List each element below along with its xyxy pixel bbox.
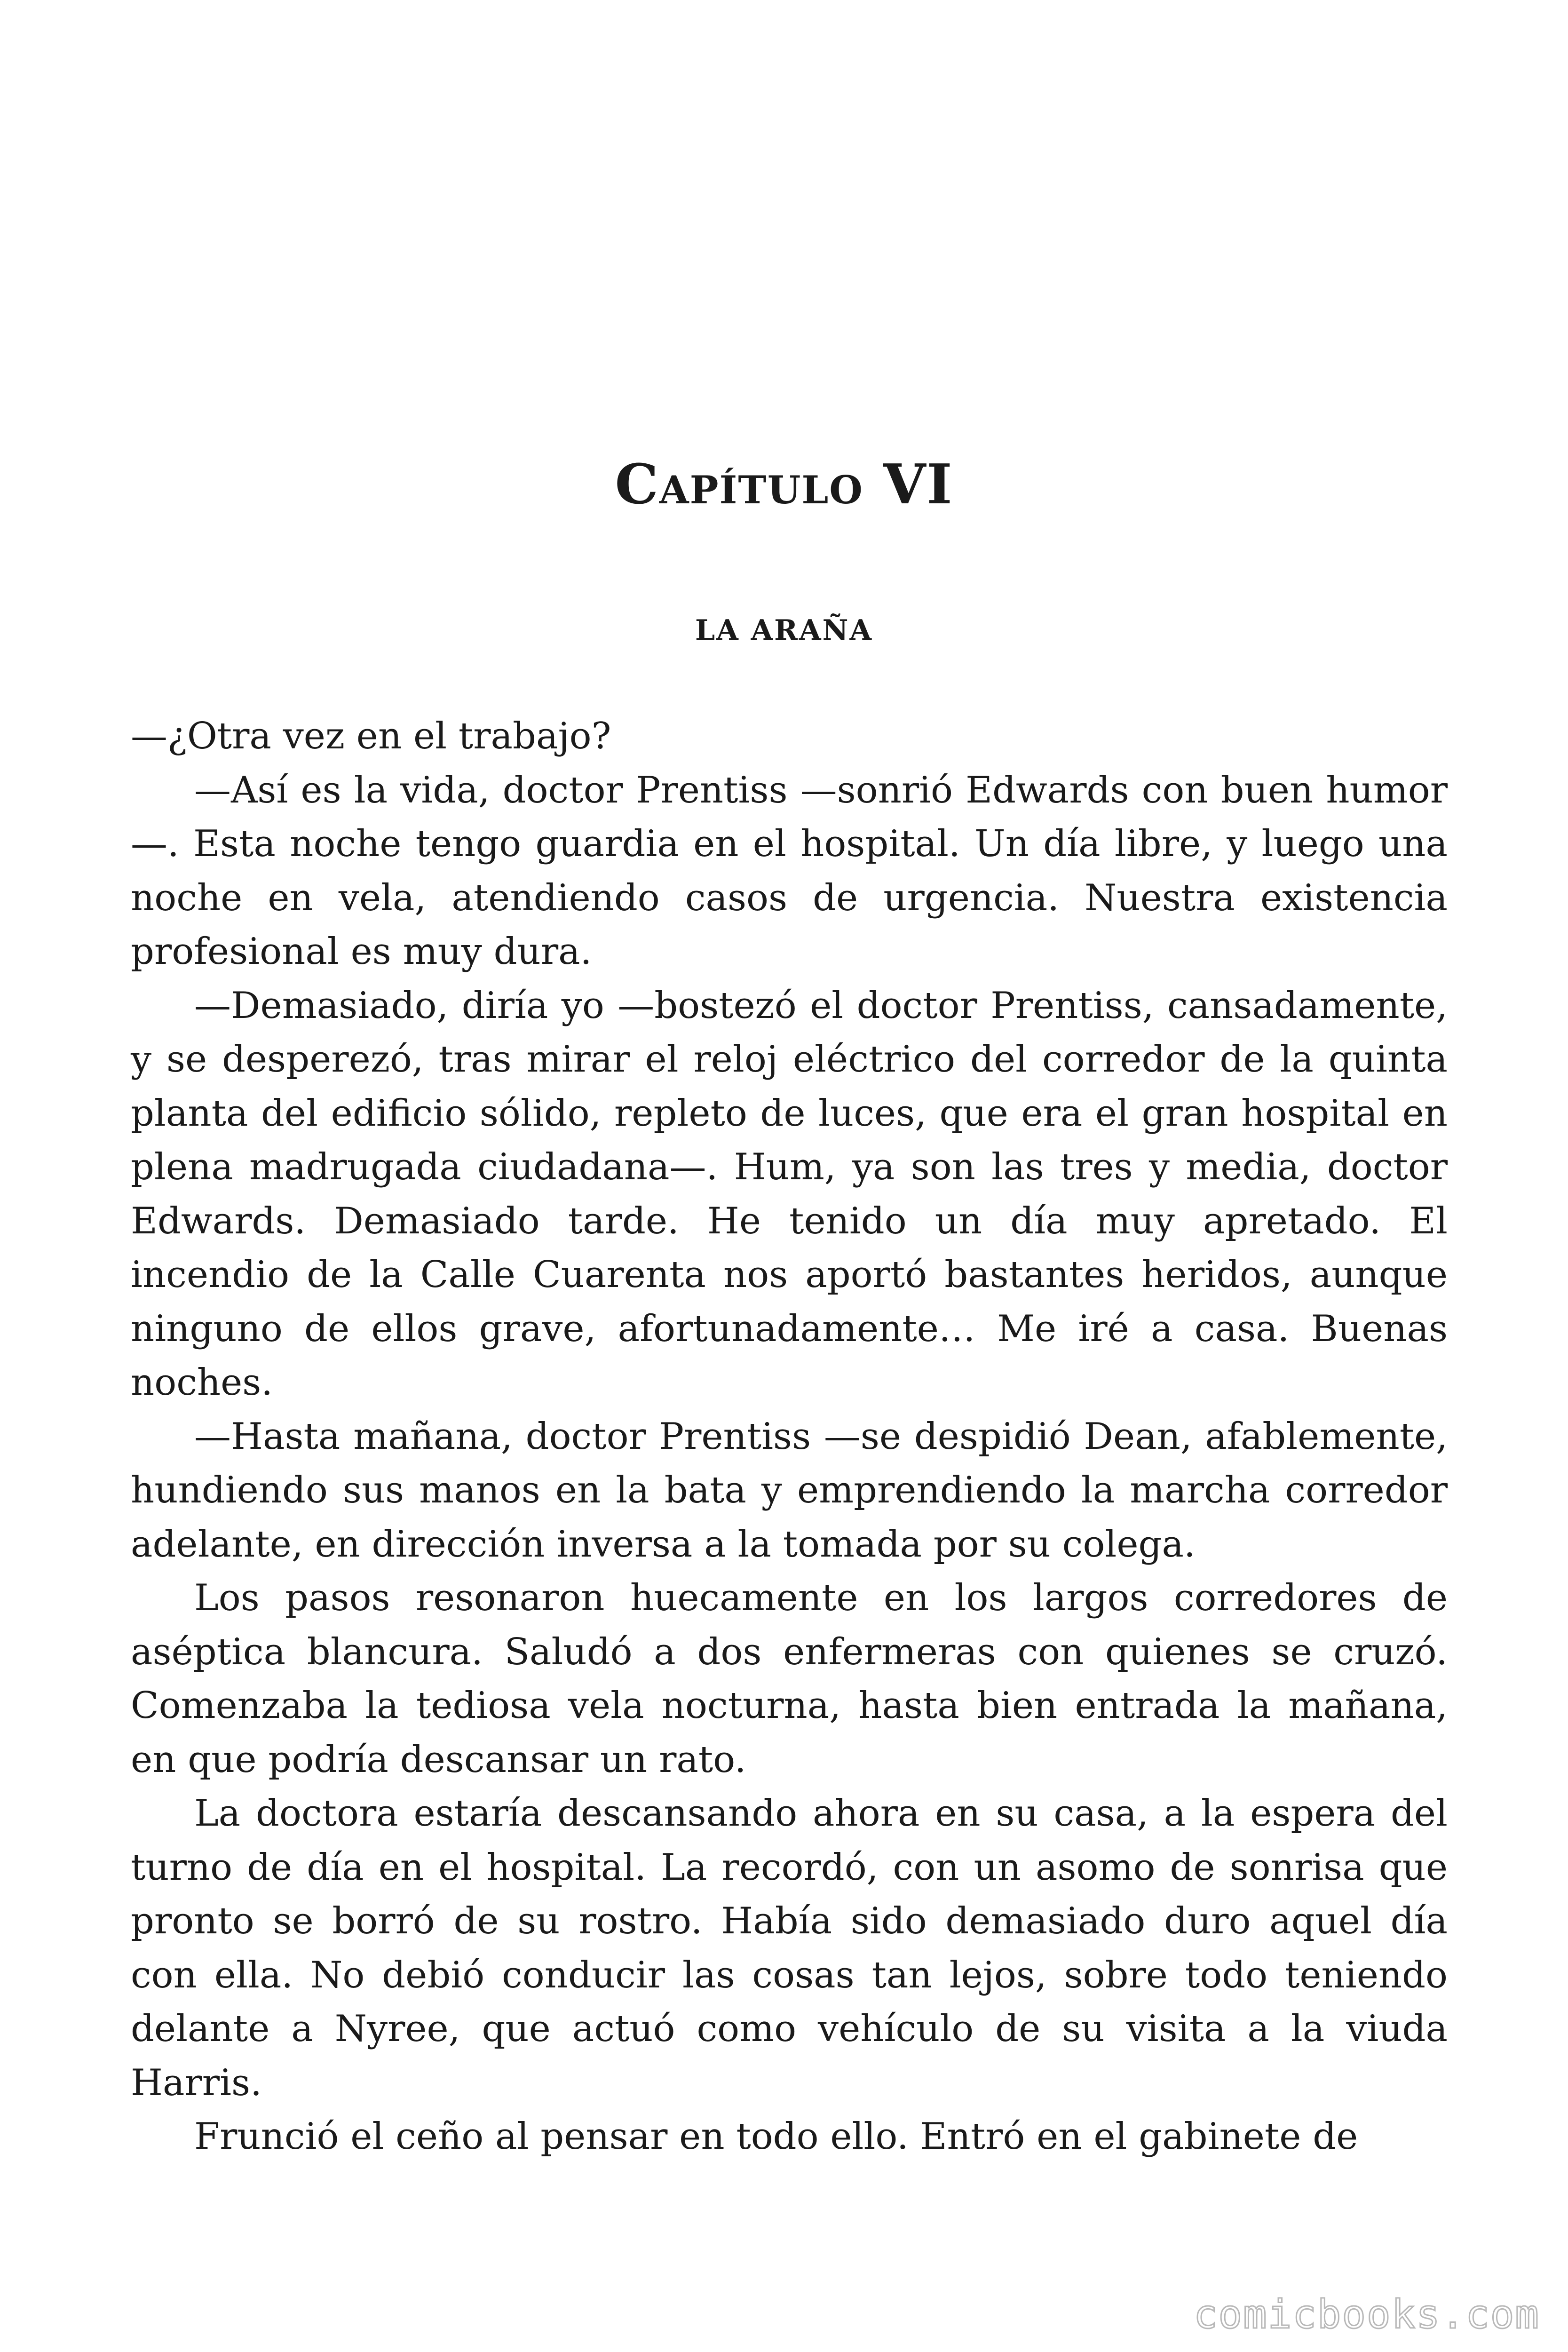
watermark: comicbooks.com bbox=[1193, 2291, 1540, 2337]
paragraph: —Hasta mañana, doctor Prentiss —se despidió Dean, afablemente, hundiendo sus manos en la bata y emprendiendo la marcha corredor adelante, en dirección inversa a la tomada por su colega. bbox=[131, 1415, 1448, 1565]
paragraph: —Demasiado, diría yo —bostezó el doctor Prentiss, cansadamente, y se desperezó, tras mirar el reloj eléctrico del corredor de la quinta planta del edificio sólido, repleto de luces, que era el gran hospital en plena madrugada ciudadana—. Hum, ya son las tres y media, doctor Edwards. Demasiado tarde. He tenido un día muy apretado. El incendio de la Calle Cuarenta nos aportó bastantes heridos, aunque ninguno de ellos grave, afortunadamente… Me iré a casa. Buenas noches. bbox=[131, 984, 1448, 1404]
chapter-subtitle: LA ARAÑA bbox=[695, 614, 873, 647]
paragraph: Frunció el ceño al pensar en todo ello. Entró en el gabinete de bbox=[194, 2115, 1358, 2158]
chapter-title: Capítulo VI bbox=[615, 453, 953, 516]
paragraph: Los pasos resonaron huecamente en los largos corredores de aséptica blancura. Saludó a dos enfermeras con quienes se cruzó. Comenzaba la tediosa vela nocturna, hasta bien entrada la mañana, en que podría descansar un rato. bbox=[131, 1577, 1448, 1781]
paragraph: La doctora estaría descansando ahora en su casa, a la espera del turno de día en el hospital. La recordó, con un asomo de sonrisa que pronto se borró de su rostro. Había sido demasiado duro aquel día con ella. No debió conducir las cosas tan lejos, sobre todo teniendo delante a Nyree, que actuó como vehículo de su visita a la viuda Harris. bbox=[131, 1792, 1448, 2104]
paragraph: —¿Otra vez en el trabajo? bbox=[131, 715, 611, 757]
paragraph: —Así es la vida, doctor Prentiss —sonrió Edwards con buen humor—. Esta noche tengo guardia en el hospital. Un día libre, y luego una noche en vela, atendiendo casos de urgencia. Nuestra existencia profesional es muy dura. bbox=[131, 769, 1448, 973]
body-text bbox=[131, 709, 1448, 2164]
